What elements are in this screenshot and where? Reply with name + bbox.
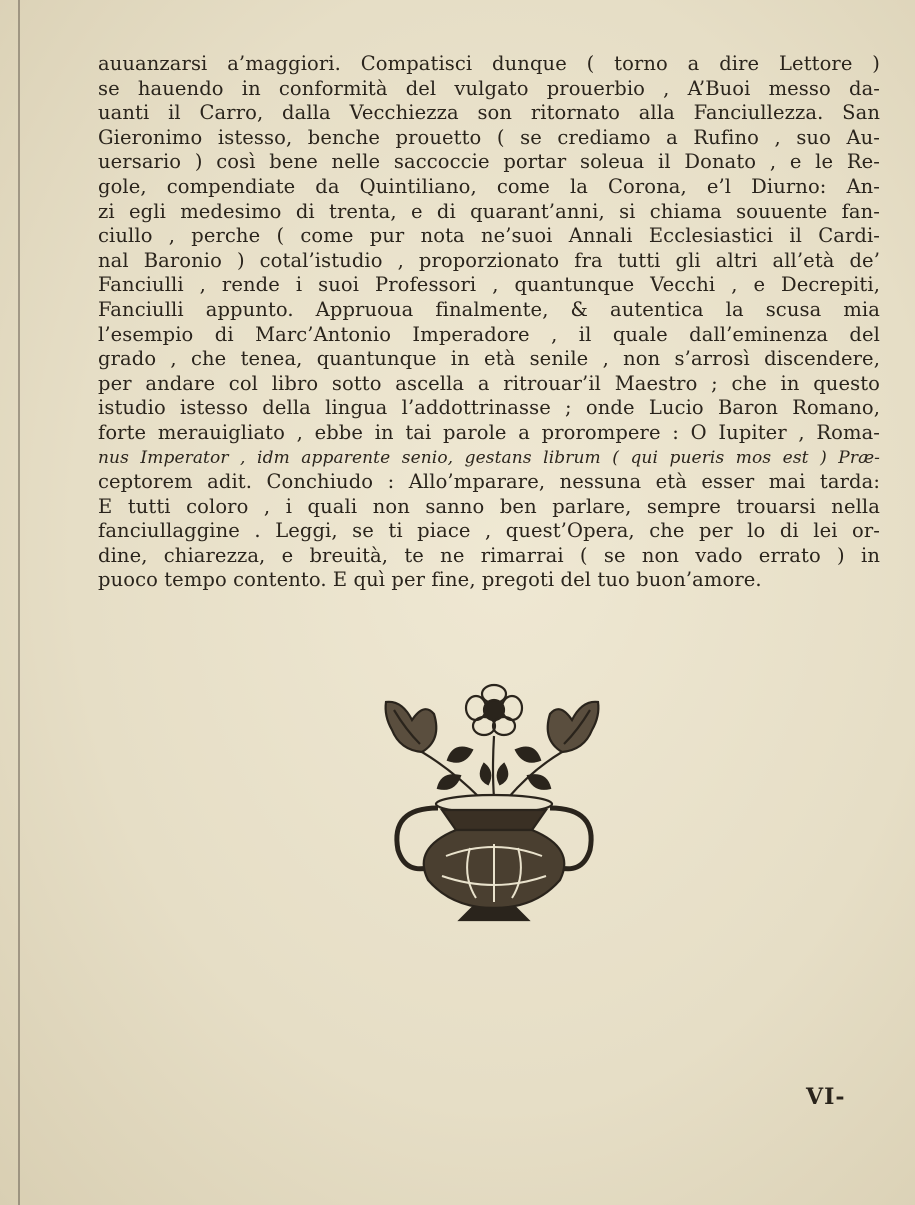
flower-vase-woodcut-icon <box>372 680 612 925</box>
text-line: zi egli medesimo di trenta, e di quarant’anni, si chiama souuente fan- <box>98 199 880 223</box>
text-line: Fanciulli , rende i suoi Professori , quantunque Vecchi , e Decrepiti, <box>98 273 880 297</box>
text-line: Gieronimo istesso, benche prouetto ( se crediamo a Rufino , suo Au- <box>98 125 880 149</box>
text-line: Fanciulli appunto. Appruoua finalmente, & autentica la scusa mia <box>98 297 880 321</box>
text-line: uanti il Carro, dalla Vecchiezza son ritornato alla Fanciullezza. San <box>98 101 880 125</box>
body-text <box>98 52 880 593</box>
text-line: gole, compendiate da Quintiliano, come la Corona, e’l Diurno: An- <box>98 174 880 198</box>
catchword: VI- <box>806 1084 846 1110</box>
text-line: dine, chiarezza, e breuità, te ne rimarrai ( se non vado errato ) in <box>98 543 880 567</box>
text-line: auuanzarsi a’maggiori. Compatisci dunque ( torno a dire Lettore ) <box>98 52 880 75</box>
text-line: forte merauigliato , ebbe in tai parole a prorompere : O Iupiter , Roma- <box>98 420 880 444</box>
text-line: fanciullaggine . Leggi, se ti piace , quest’Opera, che per lo di lei or- <box>98 519 880 543</box>
text-line: nal Baronio ) cotal’istudio , proporzionato fra tutti gli altri all’età de’ <box>98 248 880 272</box>
text-line: grado , che tenea, quantunque in età senile , non s’arrosì discendere, <box>98 347 880 371</box>
text-line: ciullo , perche ( come pur nota ne’suoi Annali Ecclesiastici il Cardi- <box>98 224 880 248</box>
text-line: uersario ) così bene nelle saccoccie portar soleua il Donato , e le Re- <box>98 150 880 174</box>
text-line: se hauendo in conformità del vulgato prouerbio , A’Buoi messo da- <box>98 76 880 100</box>
text-line: E tutti coloro , i quali non sanno ben parlare, sempre trouarsi nella <box>98 494 880 518</box>
text-line: istudio istesso della lingua l’addottrinasse ; onde Lucio Baron Romano, <box>98 396 880 420</box>
text-line: l’esempio di Marc’Antonio Imperadore , il quale dall’eminenza del <box>98 322 880 346</box>
text-line: per andare col libro sotto ascella a ritrouar’il Maestro ; che in questo <box>98 371 880 395</box>
gutter-edge <box>18 0 20 1205</box>
text-line-latin-quote: nus Imperator , idm apparente senio, gestans librum ( qui pueris mos est ) Præ- <box>98 447 880 468</box>
text-line: ceptorem adit. Conchiudo : Allo’mparare, nessuna età esser mai tarda: <box>98 470 880 494</box>
text-line-last: puoco tempo contento. E quì per fine, pregoti del tuo buon’amore. <box>98 568 762 592</box>
